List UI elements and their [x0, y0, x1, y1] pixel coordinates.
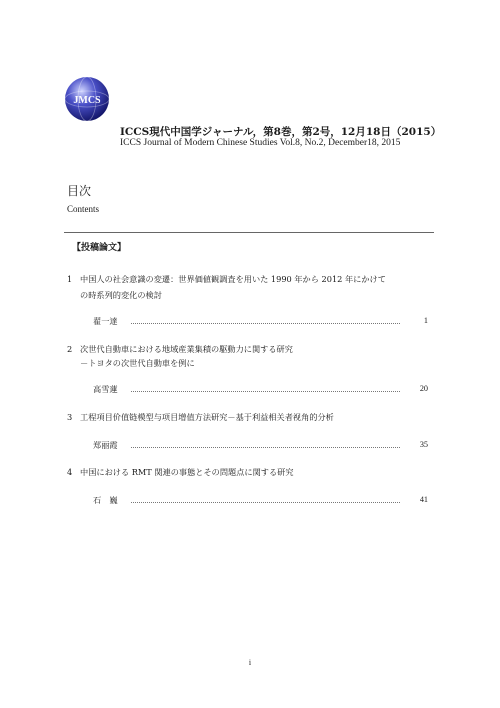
- article-title-line: 中国における RMT 関連の事態とその問題点に関する研究: [80, 467, 294, 477]
- article-1-title-cont: の時系列的変化の検討: [80, 290, 162, 300]
- section-heading: 【投稿論文】: [72, 243, 127, 253]
- page-number: 41: [419, 495, 428, 504]
- journal-title-jp: ICCS現代中国学ジャーナル，第8巻，第2号，12月18日（2015）: [120, 126, 442, 138]
- article-title-line: 次世代自動車における地域産業集積の駆動力に関する研究: [80, 344, 293, 354]
- logo-text: JMCS: [73, 95, 101, 106]
- article-1-author-row[interactable]: [93, 316, 428, 328]
- toc-title: 目次: [67, 184, 92, 198]
- leader-dots: [131, 502, 400, 503]
- journal-title-en: ICCS Journal of Modern Chinese Studies Vol.8, No.2, December18, 2015: [120, 138, 401, 148]
- article-3-author-row[interactable]: [93, 440, 428, 452]
- author: 郑丽霞: [93, 440, 118, 450]
- page-number: 35: [419, 440, 428, 449]
- leader-dots: [131, 447, 400, 448]
- journal-logo: [64, 76, 110, 122]
- article-4-author-row[interactable]: [93, 495, 428, 507]
- article-2-author-row[interactable]: [93, 384, 428, 396]
- leader-dots: [131, 391, 400, 392]
- page-number: 20: [419, 384, 428, 393]
- page-number: 1: [423, 316, 428, 325]
- article-number: 3: [67, 412, 73, 422]
- article-1-title[interactable]: [67, 274, 386, 285]
- author: 石 巍: [93, 495, 118, 505]
- article-title-line: 工程項目价值链模型与项目增值方法研究－基于利益相关者视角的分析: [80, 412, 334, 422]
- article-number: 2: [67, 344, 73, 354]
- article-title-line: 中国人の社会意識の変遷：世界価値観調査を用いた 1990 年から 2012 年にかけて: [80, 274, 386, 284]
- author: 翟一達: [93, 316, 118, 326]
- leader-dots: [131, 323, 400, 324]
- article-number: 1: [67, 274, 73, 284]
- toc-subtitle: Contents: [67, 204, 100, 214]
- article-2-title-cont: －トヨタの次世代自動車を例に: [80, 358, 195, 368]
- article-2-title[interactable]: [67, 344, 293, 355]
- article-3-title[interactable]: [67, 412, 334, 423]
- article-number: 4: [67, 467, 73, 477]
- divider: [64, 232, 434, 233]
- author: 高雪蓮: [93, 384, 118, 394]
- footer-page-number: i: [248, 658, 252, 667]
- article-4-title[interactable]: [67, 467, 294, 478]
